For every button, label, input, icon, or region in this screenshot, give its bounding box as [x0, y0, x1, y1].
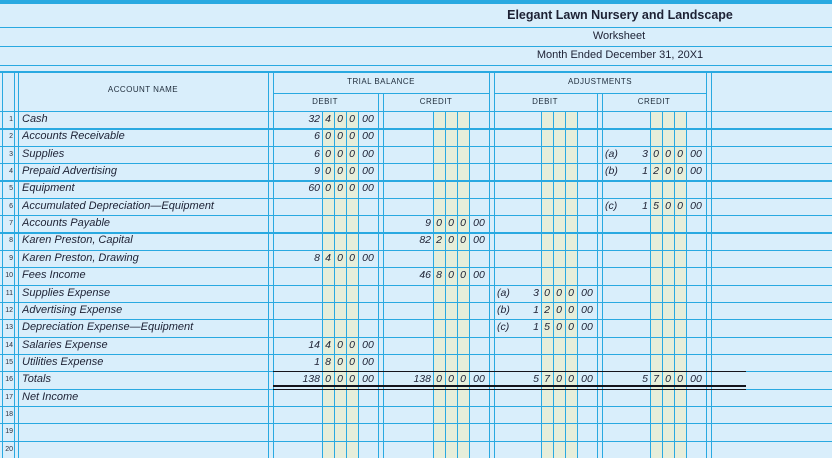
grid-vline: [489, 72, 490, 458]
account-name-cell: Cash: [22, 113, 48, 125]
trial-balance-debit-amount-digit: 4: [325, 113, 331, 125]
trial-balance-credit-amount-lead: 46: [419, 269, 431, 282]
trial-balance-credit-amount-lead: 9: [425, 217, 431, 230]
trial-balance-debit-amount-cents: 00: [362, 338, 374, 351]
trial-balance-debit-amount-cents: 00: [362, 130, 374, 143]
adjustments-header: ADJUSTMENTS: [567, 77, 633, 86]
row-number: 13: [5, 324, 13, 332]
adjustments-credit-amount-digit: 0: [665, 165, 671, 178]
trial-balance-debit-amount-digit: 0: [325, 130, 331, 143]
trial-balance-debit-amount-lead: 14: [308, 338, 320, 351]
grid-vline: [494, 72, 495, 458]
row-number: 2: [9, 133, 13, 141]
adjustments-credit-amount-digit: 0: [677, 147, 683, 160]
account-name-cell: Supplies Expense: [22, 286, 111, 299]
row-number: 14: [5, 341, 13, 349]
title-rule: [0, 65, 832, 66]
trial-balance-credit-amount-digit: 0: [448, 269, 454, 282]
trial-balance-debit-amount-digit: 0: [337, 147, 343, 160]
row-number: 19: [5, 428, 13, 436]
row-number: 11: [5, 289, 13, 297]
trial-balance-debit-header: DEBIT: [312, 97, 338, 106]
trial-balance-debit-amount-lead: 60: [308, 182, 320, 195]
trial-balance-debit-amount-digit: 0: [325, 147, 331, 160]
trial-balance-debit-amount-digit: 0: [325, 182, 331, 195]
trial-balance-debit-amount-digit: 0: [349, 338, 355, 351]
row-number: 4: [9, 168, 13, 176]
grid-vline: [597, 93, 598, 458]
adjustments-debit-amount-cents: 00: [581, 286, 593, 299]
trial-balance-credit-amount-digit: 0: [460, 234, 466, 247]
trial-balance-debit-amount-digit: 0: [349, 251, 355, 264]
account-name-cell: Advertising Expense: [22, 303, 123, 316]
adjustments-credit-amount-digit: 0: [677, 199, 683, 212]
grid-vline: [602, 93, 603, 458]
report-period: Month Ended December 31, 20X1: [536, 49, 704, 61]
adjustments-credit-amount-digit: 0: [665, 147, 671, 160]
row-number: 17: [5, 393, 13, 401]
account-name-cell: Net Income: [22, 390, 79, 403]
trial-balance-debit-amount-digit: 0: [349, 373, 355, 386]
account-name-cell: Accounts Receivable: [22, 130, 125, 143]
totals-double-rule-2: [273, 389, 746, 391]
trial-balance-credit-amount-digit: 0: [460, 373, 466, 386]
account-name-cell: Depreciation Expense—Equipment: [22, 321, 194, 334]
trial-balance-credit-amount-digit: 0: [448, 373, 454, 386]
adjustments-debit-amount-lead: 1: [533, 321, 539, 334]
trial-balance-debit-amount-cents: 00: [362, 373, 374, 386]
top-accent-bar: [0, 0, 832, 4]
account-name-cell: Prepaid Advertising: [22, 165, 117, 178]
adjustments-debit-amount-cents: 00: [581, 303, 593, 316]
trial-balance-debit-amount-digit: 0: [337, 251, 343, 264]
account-name-cell: Accumulated Depreciation—Equipment: [22, 199, 214, 212]
trial-balance-debit-amount-digit: 0: [325, 165, 331, 178]
adjustments-credit-amount-digit: 2: [653, 165, 659, 178]
adjustments-credit-amount-digit: 0: [653, 147, 659, 160]
trial-balance-credit-header: CREDIT: [419, 97, 453, 106]
adjustments-debit-amount-cents: 00: [581, 373, 593, 386]
account-name-cell: Fees Income: [22, 269, 86, 282]
report-name: Worksheet: [592, 30, 646, 42]
trial-balance-credit-amount-digit: 0: [460, 217, 466, 230]
row-number: 1: [9, 116, 13, 123]
grid-vline: [383, 93, 384, 458]
adjustments-credit-ref: (b): [605, 165, 618, 178]
row-rule: [0, 441, 832, 442]
trial-balance-debit-amount-digit: 0: [349, 130, 355, 143]
adjustments-debit-amount-cents: 00: [581, 321, 593, 334]
account-name-cell: Supplies: [22, 147, 65, 160]
adjustments-credit-amount-cents: 00: [690, 373, 702, 386]
trial-balance-credit-amount-digit: 0: [436, 373, 442, 386]
row-number: 6: [9, 202, 13, 210]
trial-balance-debit-amount-lead: 1: [314, 355, 320, 368]
trial-balance-debit-amount-digit: 0: [337, 355, 343, 368]
account-name-header: ACCOUNT NAME: [107, 85, 179, 94]
trial-balance-debit-amount-digit: 0: [337, 373, 343, 386]
adjustments-debit-amount-digit: 0: [568, 286, 574, 299]
trial-balance-debit-amount-digit: 0: [349, 165, 355, 178]
adjustments-credit-amount-digit: 0: [677, 165, 683, 178]
row-rule: [0, 423, 832, 424]
trial-balance-debit-amount-lead: 8: [314, 251, 320, 264]
adjustments-credit-amount-digit: 0: [677, 373, 683, 386]
trial-balance-debit-amount-lead: 6: [314, 130, 320, 143]
row-number: 18: [5, 410, 13, 418]
adjustments-credit-amount-lead: 5: [642, 373, 648, 386]
adjustments-debit-amount-digit: 5: [544, 321, 550, 334]
adjustments-debit-ref: (a): [497, 286, 510, 299]
trial-balance-debit-amount-cents: 00: [362, 165, 374, 178]
trial-balance-credit-amount-digit: 0: [436, 217, 442, 230]
trial-balance-debit-amount-lead: 32: [308, 113, 320, 125]
trial-balance-credit-amount-digit: 0: [448, 234, 454, 247]
trial-balance-credit-amount-digit: 0: [460, 269, 466, 282]
adjustments-debit-header: DEBIT: [532, 97, 558, 106]
trial-balance-debit-amount-digit: 0: [337, 130, 343, 143]
account-name-cell: Accounts Payable: [22, 217, 111, 230]
trial-balance-debit-amount-digit: 4: [325, 338, 331, 351]
account-name-cell: Karen Preston, Drawing: [22, 251, 139, 264]
totals-double-rule-1: [273, 385, 746, 387]
trial-balance-credit-amount-cents: 00: [473, 373, 485, 386]
adjustments-credit-ref: (c): [605, 199, 618, 212]
trial-balance-debit-amount-cents: 00: [362, 182, 374, 195]
trial-balance-debit-amount-digit: 0: [337, 182, 343, 195]
row-number: 7: [9, 220, 13, 228]
row-number: 15: [5, 358, 13, 366]
adjustments-debit-amount-digit: 0: [544, 286, 550, 299]
adjustments-debit-ref: (c): [497, 321, 510, 334]
grid-vline: [14, 72, 15, 458]
adjustments-debit-amount-digit: 0: [556, 373, 562, 386]
row-number: 5: [9, 185, 13, 193]
adjustments-debit-amount-digit: 0: [568, 373, 574, 386]
trial-balance-credit-amount-digit: 8: [436, 269, 442, 282]
account-name-cell: Equipment: [22, 182, 75, 195]
trial-balance-credit-amount-lead: 138: [413, 373, 431, 386]
trial-balance-debit-amount-digit: 0: [337, 165, 343, 178]
adjustments-credit-amount-lead: 1: [642, 165, 648, 178]
row-rule: [0, 406, 832, 407]
adjustments-credit-header: CREDIT: [637, 97, 671, 106]
subheader-rule: [273, 93, 489, 94]
trial-balance-credit-amount-cents: 00: [473, 217, 485, 230]
grid-vline: [706, 72, 707, 458]
grid-vline: [273, 72, 274, 458]
trial-balance-debit-amount-cents: 00: [362, 355, 374, 368]
adjustments-debit-amount-digit: 0: [568, 321, 574, 334]
grid-vline: [18, 72, 19, 458]
account-name-cell: Totals: [22, 373, 51, 386]
adjustments-debit-amount-digit: 2: [544, 303, 550, 316]
adjustments-debit-amount-digit: 0: [568, 303, 574, 316]
trial-balance-debit-amount-digit: 4: [325, 251, 331, 264]
adjustments-credit-amount-digit: 0: [665, 373, 671, 386]
adjustments-credit-amount-cents: 00: [690, 147, 702, 160]
adjustments-debit-amount-digit: 0: [556, 321, 562, 334]
table-top-rule: [0, 71, 832, 73]
trial-balance-credit-amount-lead: 82: [419, 234, 431, 247]
title-rule: [0, 46, 832, 47]
trial-balance-header: TRIAL BALANCE: [347, 77, 415, 86]
adjustments-credit-ref: (a): [605, 147, 618, 160]
trial-balance-debit-amount-lead: 138: [302, 373, 320, 386]
adjustments-credit-amount-lead: 1: [642, 199, 648, 212]
trial-balance-debit-amount-digit: 8: [325, 355, 331, 368]
trial-balance-credit-amount-digit: 0: [448, 217, 454, 230]
trial-balance-debit-amount-digit: 0: [349, 147, 355, 160]
trial-balance-debit-amount-lead: 9: [314, 165, 320, 178]
trial-balance-debit-amount-digit: 0: [349, 113, 355, 125]
totals-top-rule: [273, 371, 746, 373]
adjustments-debit-ref: (b): [497, 303, 510, 316]
trial-balance-debit-amount-lead: 6: [314, 147, 320, 160]
row-number: 20: [5, 445, 13, 453]
trial-balance-debit-amount-cents: 00: [362, 251, 374, 264]
row-number: 9: [9, 254, 13, 262]
trial-balance-credit-amount-digit: 2: [436, 234, 442, 247]
adjustments-credit-amount-lead: 3: [642, 147, 648, 160]
adjustments-debit-amount-digit: 0: [556, 286, 562, 299]
row-number: 8: [9, 237, 13, 245]
row-number: 12: [5, 306, 13, 314]
grid-vline: [711, 72, 712, 458]
adjustments-credit-amount-cents: 00: [690, 165, 702, 178]
adjustments-debit-amount-lead: 5: [533, 373, 539, 386]
account-name-cell: Salaries Expense: [22, 338, 108, 351]
trial-balance-credit-amount-cents: 00: [473, 234, 485, 247]
adjustments-credit-amount-digit: 0: [665, 199, 671, 212]
row-number: 16: [5, 376, 13, 384]
adjustments-debit-amount-digit: 0: [556, 303, 562, 316]
grid-vline: [268, 72, 269, 458]
adjustments-credit-amount-digit: 7: [653, 373, 659, 386]
trial-balance-debit-amount-cents: 00: [362, 147, 374, 160]
trial-balance-debit-amount-digit: 0: [349, 355, 355, 368]
adjustments-debit-amount-lead: 1: [533, 303, 539, 316]
trial-balance-debit-amount-digit: 0: [349, 182, 355, 195]
trial-balance-credit-amount-cents: 00: [473, 269, 485, 282]
trial-balance-debit-amount-cents: 00: [362, 113, 374, 125]
trial-balance-debit-amount-digit: 0: [325, 373, 331, 386]
row-number: 3: [9, 150, 13, 158]
account-name-cell: Utilities Expense: [22, 355, 104, 368]
subheader-rule: [494, 93, 706, 94]
adjustments-credit-amount-digit: 5: [653, 199, 659, 212]
adjustments-debit-amount-digit: 7: [544, 373, 550, 386]
adjustments-debit-amount-lead: 3: [533, 286, 539, 299]
account-name-cell: Karen Preston, Capital: [22, 234, 133, 247]
company-name: Elegant Lawn Nursery and Landscape: [507, 8, 733, 22]
trial-balance-debit-amount-digit: 0: [337, 113, 343, 125]
adjustments-credit-amount-cents: 00: [690, 199, 702, 212]
trial-balance-debit-amount-digit: 0: [337, 338, 343, 351]
row-number: 10: [5, 272, 13, 280]
title-rule: [0, 27, 832, 28]
